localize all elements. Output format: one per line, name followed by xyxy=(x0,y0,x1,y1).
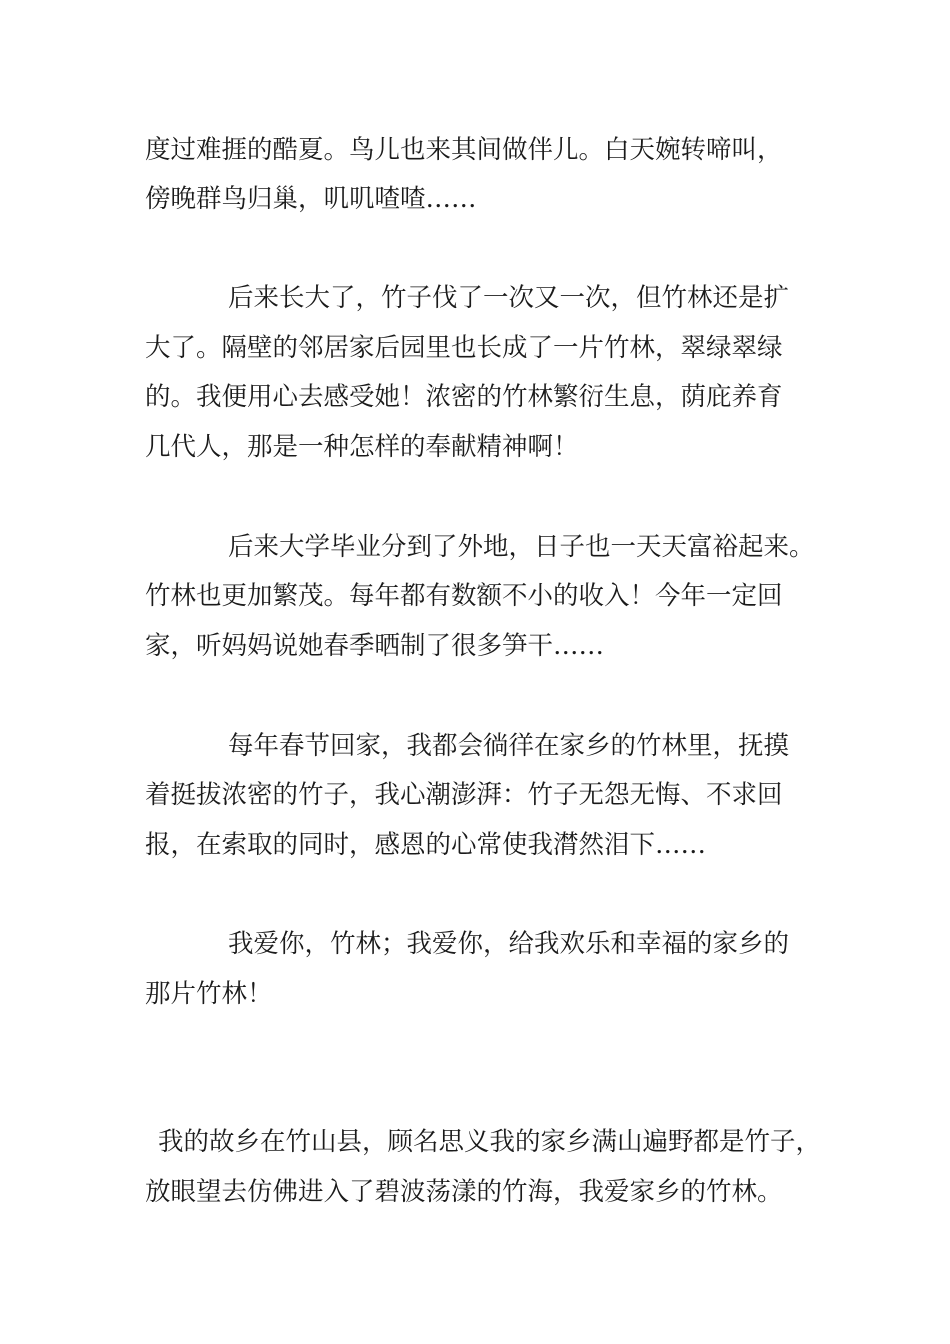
paragraph-line: 后来长大了，竹子伐了一次又一次，但竹林还是扩 xyxy=(228,283,790,313)
paragraph-line: 傍晚群鸟归巢，叽叽喳喳…… xyxy=(145,184,477,214)
paragraph-line: 我的故乡在竹山县，顾名思义我的家乡满山遍野都是竹子， xyxy=(158,1127,822,1157)
paragraph-line: 家，听妈妈说她春季晒制了很多笋干…… xyxy=(145,631,605,661)
paragraph-line: 度过难捱的酷夏。鸟儿也来其间做伴儿。白天婉转啼叫， xyxy=(145,135,783,165)
paragraph-line: 放眼望去仿佛进入了碧波荡漾的竹海，我爱家乡的竹林。 xyxy=(145,1177,783,1207)
paragraph-line: 大了。隔壁的邻居家后园里也长成了一片竹林，翠绿翠绿 xyxy=(145,333,783,363)
paragraph-line: 的。我便用心去感受她！浓密的竹林繁衍生息，荫庇养育 xyxy=(145,382,783,412)
paragraph-line: 后来大学毕业分到了外地，日子也一天天富裕起来。 xyxy=(228,532,815,562)
paragraph-line: 几代人，那是一种怎样的奉献精神啊！ xyxy=(145,432,579,462)
paragraph-line: 竹林也更加繁茂。每年都有数额不小的收入！今年一定回 xyxy=(145,581,783,611)
paragraph-line: 那片竹林！ xyxy=(145,979,273,1009)
paragraph-line: 我爱你，竹林；我爱你，给我欢乐和幸福的家乡的 xyxy=(228,929,790,959)
paragraph-line: 报，在索取的同时，感恩的心常使我潸然泪下…… xyxy=(145,830,707,860)
paragraph-line: 着挺拔浓密的竹子，我心潮澎湃：竹子无怨无悔、不求回 xyxy=(145,780,783,810)
paragraph-line: 每年春节回家，我都会徜徉在家乡的竹林里，抚摸 xyxy=(228,731,790,761)
